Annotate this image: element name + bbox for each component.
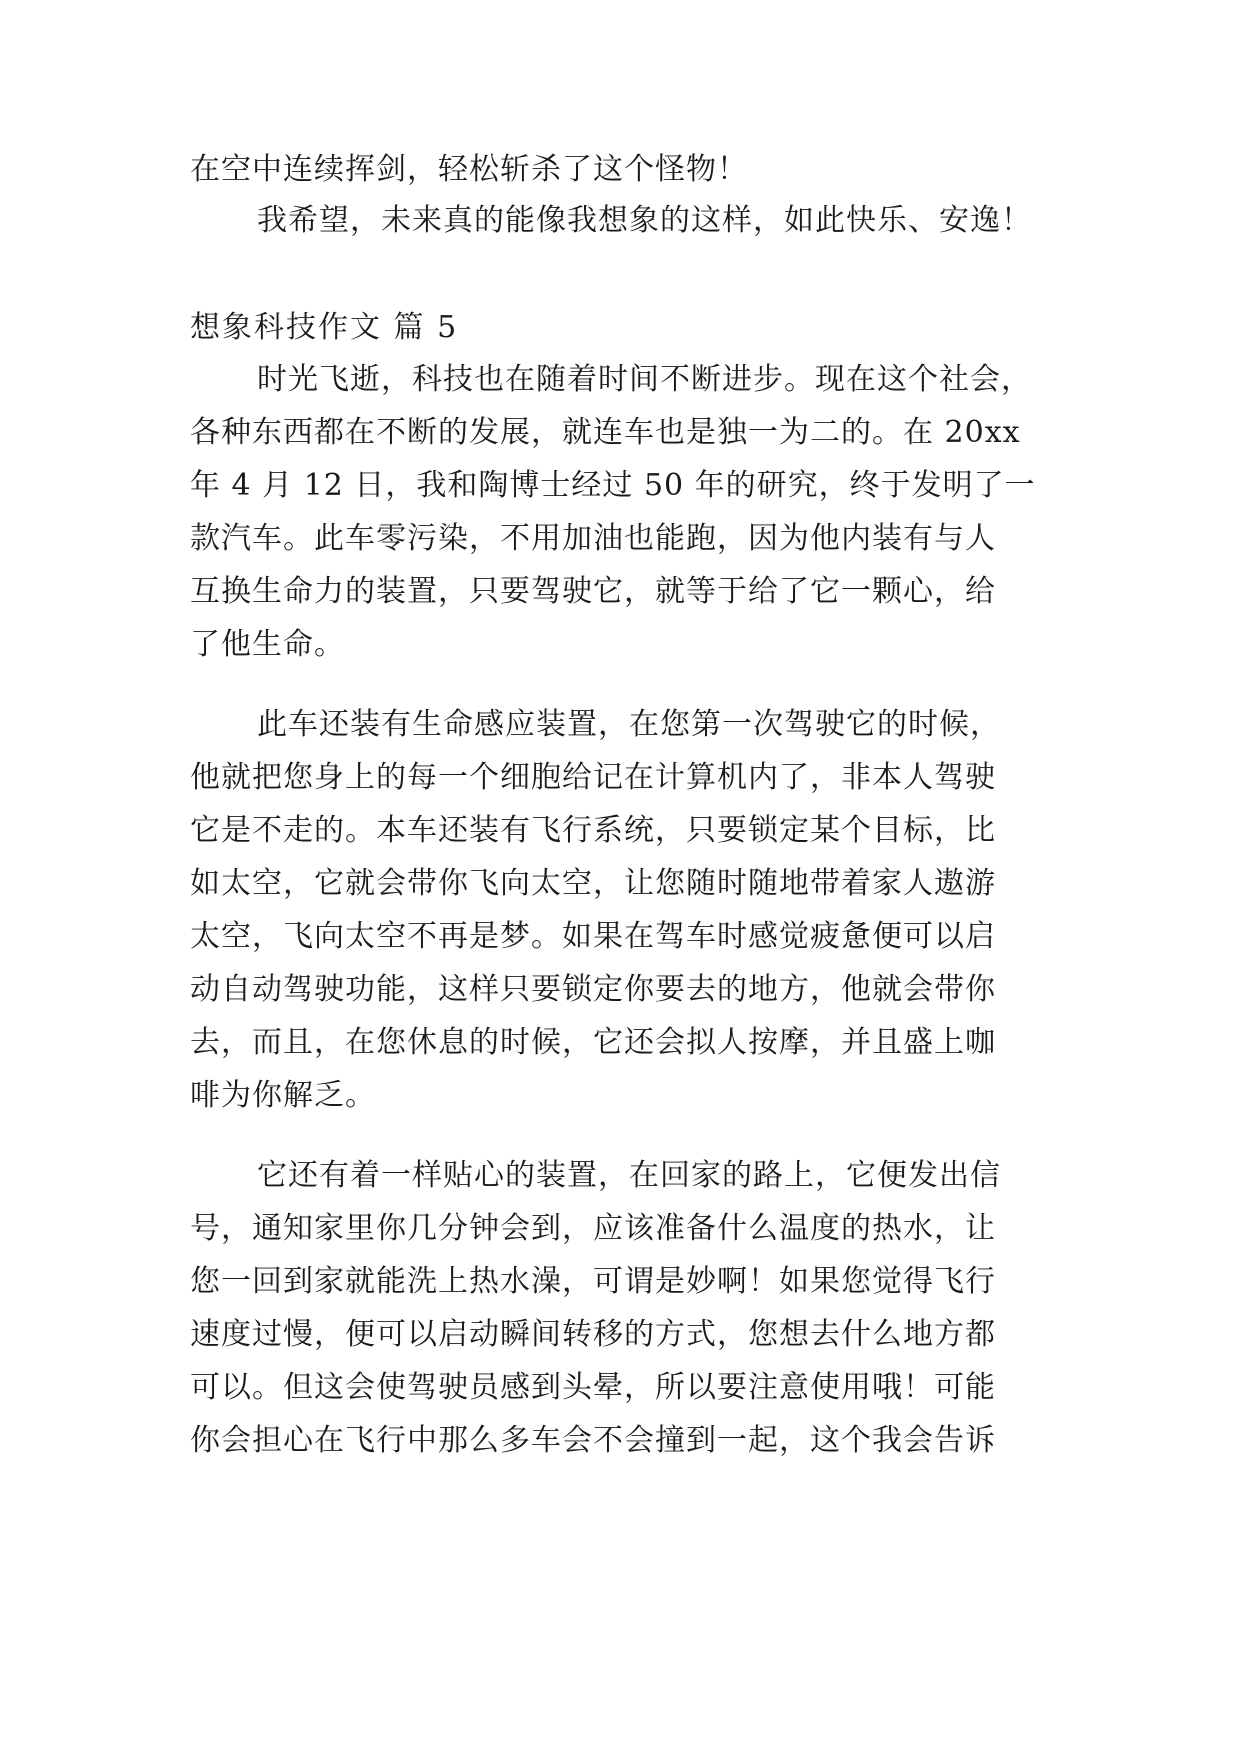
text-line: 它还有着一样贴心的装置，在回家的路上，它便发出信 — [257, 1158, 1001, 1193]
section-title: 想象科技作文 篇 5 — [190, 310, 459, 345]
text-line: 在空中连续挥剑，轻松斩杀了这个怪物！ — [190, 152, 748, 187]
text-line: 款汽车。此车零污染，不用加油也能跑，因为他内装有与人 — [190, 521, 996, 556]
text-line: 如太空，它就会带你飞向太空，让您随时随地带着家人遨游 — [190, 866, 996, 901]
text-line: 它是不走的。本车还装有飞行系统，只要锁定某个目标，比 — [190, 813, 996, 848]
text-line: 太空，飞向太空不再是梦。如果在驾车时感觉疲惫便可以启 — [190, 919, 996, 954]
text-line: 互换生命力的装置，只要驾驶它，就等于给了它一颗心，给 — [190, 574, 996, 609]
text-line: 速度过慢，便可以启动瞬间转移的方式，您想去什么地方都 — [190, 1317, 996, 1352]
text-line: 时光飞逝，科技也在随着时间不断进步。现在这个社会， — [257, 362, 1032, 397]
text-line: 你会担心在飞行中那么多车会不会撞到一起，这个我会告诉 — [190, 1423, 996, 1458]
text-line: 号，通知家里你几分钟会到，应该准备什么温度的热水，让 — [190, 1211, 996, 1246]
text-line: 动自动驾驶功能，这样只要锁定你要去的地方，他就会带你 — [190, 972, 996, 1007]
text-line: 他就把您身上的每一个细胞给记在计算机内了，非本人驾驶 — [190, 760, 996, 795]
text-line: 我希望，未来真的能像我想象的这样，如此快乐、安逸！ — [257, 203, 1032, 238]
text-line: 去，而且，在您休息的时候，它还会拟人按摩，并且盛上咖 — [190, 1025, 996, 1060]
text-line: 可以。但这会使驾驶员感到头晕，所以要注意使用哦！可能 — [190, 1370, 996, 1405]
text-line: 年 4 月 12 日，我和陶博士经过 50 年的研究，终于发明了一 — [190, 468, 1036, 503]
text-line: 了他生命。 — [190, 627, 345, 662]
text-line: 各种东西都在不断的发展，就连车也是独一为二的。在 20xx — [190, 415, 1021, 450]
text-line: 您一回到家就能洗上热水澡，可谓是妙啊！如果您觉得飞行 — [190, 1264, 996, 1299]
text-line: 啡为你解乏。 — [190, 1078, 376, 1113]
text-line: 此车还装有生命感应装置，在您第一次驾驶它的时候， — [257, 707, 1001, 742]
